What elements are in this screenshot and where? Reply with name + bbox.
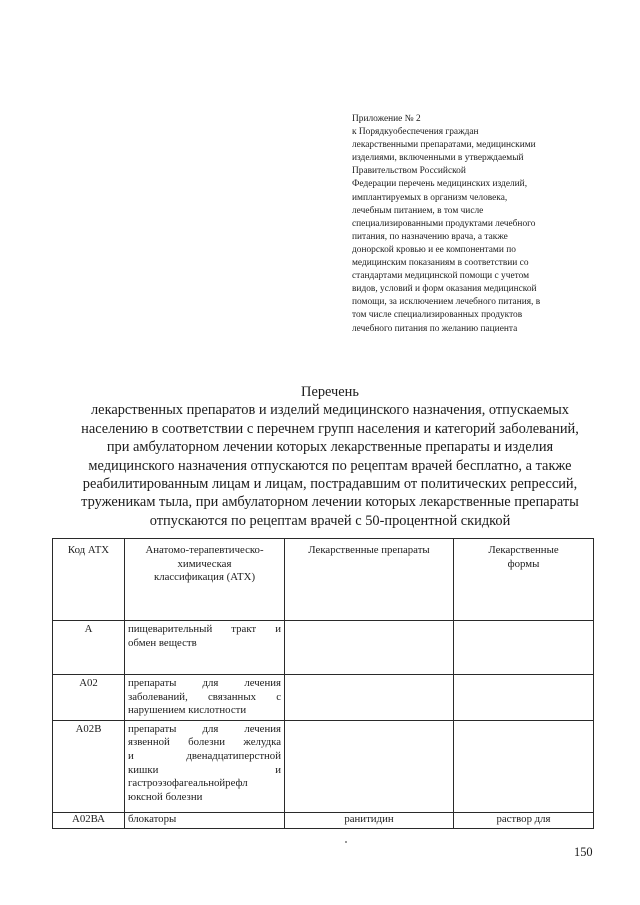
appendix-line: Приложение № 2 [352, 114, 421, 124]
row-code: А02 [53, 675, 125, 721]
row-drug [285, 621, 454, 675]
header-atc-line: химическая [177, 557, 232, 570]
title-line: реабилитированным лицам и лицам, пострадавшим от политических репрессий, [82, 476, 578, 493]
appendix-line: донорской кровью и ее компонентами по [352, 244, 516, 255]
title-line: при амбулаторном лечении которых лекарственные препараты и изделия [106, 439, 554, 456]
row-atc-line: и двенадцатиперстной [128, 749, 281, 762]
row-atc-line: заболеваний, связанных с [128, 690, 281, 703]
row-atc-line: препараты для лечения [128, 677, 281, 689]
appendix-block [352, 113, 598, 336]
row-atc-line: пищеварительный тракт и [128, 623, 281, 635]
row-atc-line: юксной болезни [128, 790, 203, 803]
row-atc-line: кишки и [128, 763, 281, 776]
appendix-line: медицинским показаниям в соответствии со [352, 258, 529, 269]
row-drug [285, 675, 454, 721]
header-atc-line: классификация (АТХ) [153, 571, 256, 584]
row-atc-line: препараты для лечения [128, 722, 281, 735]
row-atc-line: язвенной болезни желудка [128, 736, 281, 749]
row-form [454, 621, 594, 675]
title-line: труженикам тыла, при амбулаторном лечении которых лекарственные препараты [81, 494, 579, 511]
title-line: лекарственных препаратов и изделий медицинского назначения, отпускаемых [91, 402, 569, 419]
document-title [40, 383, 620, 530]
row-atc-line: гастроэзофагеальнойрефл [128, 777, 248, 790]
table-header-row [53, 539, 594, 621]
row-drug [285, 720, 454, 812]
header-forms-line: формы [507, 557, 540, 570]
row-atc: блокаторы [125, 812, 285, 828]
header-atc [125, 539, 285, 621]
row-form [454, 675, 594, 721]
header-code: Код АТХ [53, 539, 125, 621]
appendix-line: том числе специализированных продуктов [352, 310, 523, 321]
appendix-line: питания, по назначению врача, а также [352, 231, 508, 242]
row-code: А [53, 621, 125, 675]
scan-speck [345, 841, 347, 843]
appendix-line: помощи, за исключением лечебного питания, в [352, 297, 541, 308]
appendix-line: стандартами медицинской помощи с учетом [352, 271, 530, 282]
drug-list-table [52, 538, 594, 829]
row-atc-line: обмен веществ [128, 636, 197, 649]
header-atc-line: Анатомо-терапевтическо- [145, 544, 264, 556]
header-drugs: Лекарственные препараты [285, 539, 454, 621]
appendix-line: Федерации перечень медицинских изделий, [352, 179, 528, 190]
row-atc-line: нарушением кислотности [128, 704, 247, 717]
appendix-line: видов, условий и форм оказания медицинской [352, 284, 537, 295]
row-atc [125, 675, 285, 721]
row-code: А02В [53, 720, 125, 812]
table-row [53, 812, 594, 828]
header-forms [454, 539, 594, 621]
table-row [53, 675, 594, 721]
appendix-line: специализированными продуктами лечебного [352, 218, 536, 229]
appendix-line: лечебным питанием, в том числе [352, 205, 484, 216]
title-line: населению в соответствии с перечнем групп населения и категорий заболеваний, [81, 420, 579, 437]
header-forms-line: Лекарственные [488, 544, 559, 556]
appendix-line: к Порядкуобеспечения граждан [352, 127, 479, 138]
row-atc [125, 621, 285, 675]
table-row [53, 621, 594, 675]
title-line: отпускаются по рецептам врачей с 50-процентной скидкой [149, 512, 511, 529]
row-form: раствор для [454, 812, 594, 828]
appendix-line: Правительством Российской [352, 166, 466, 177]
appendix-line: лекарственными препаратами, медицинскими [352, 140, 536, 151]
row-atc [125, 720, 285, 812]
appendix-line: лечебного питания по желанию пациента [352, 323, 518, 334]
appendix-line: изделиями, включенными в утверждаемый [352, 153, 524, 164]
row-drug: ранитидин [285, 812, 454, 828]
row-code: А02ВА [53, 812, 125, 828]
title-heading: Перечень [301, 384, 359, 400]
appendix-line: имплантируемых в организм человека, [352, 192, 508, 203]
table-row [53, 720, 594, 812]
row-form [454, 720, 594, 812]
page-number: 150 [574, 845, 593, 859]
title-line: медицинского назначения отпускаются по рецептам врачей бесплатно, а также [88, 457, 572, 474]
